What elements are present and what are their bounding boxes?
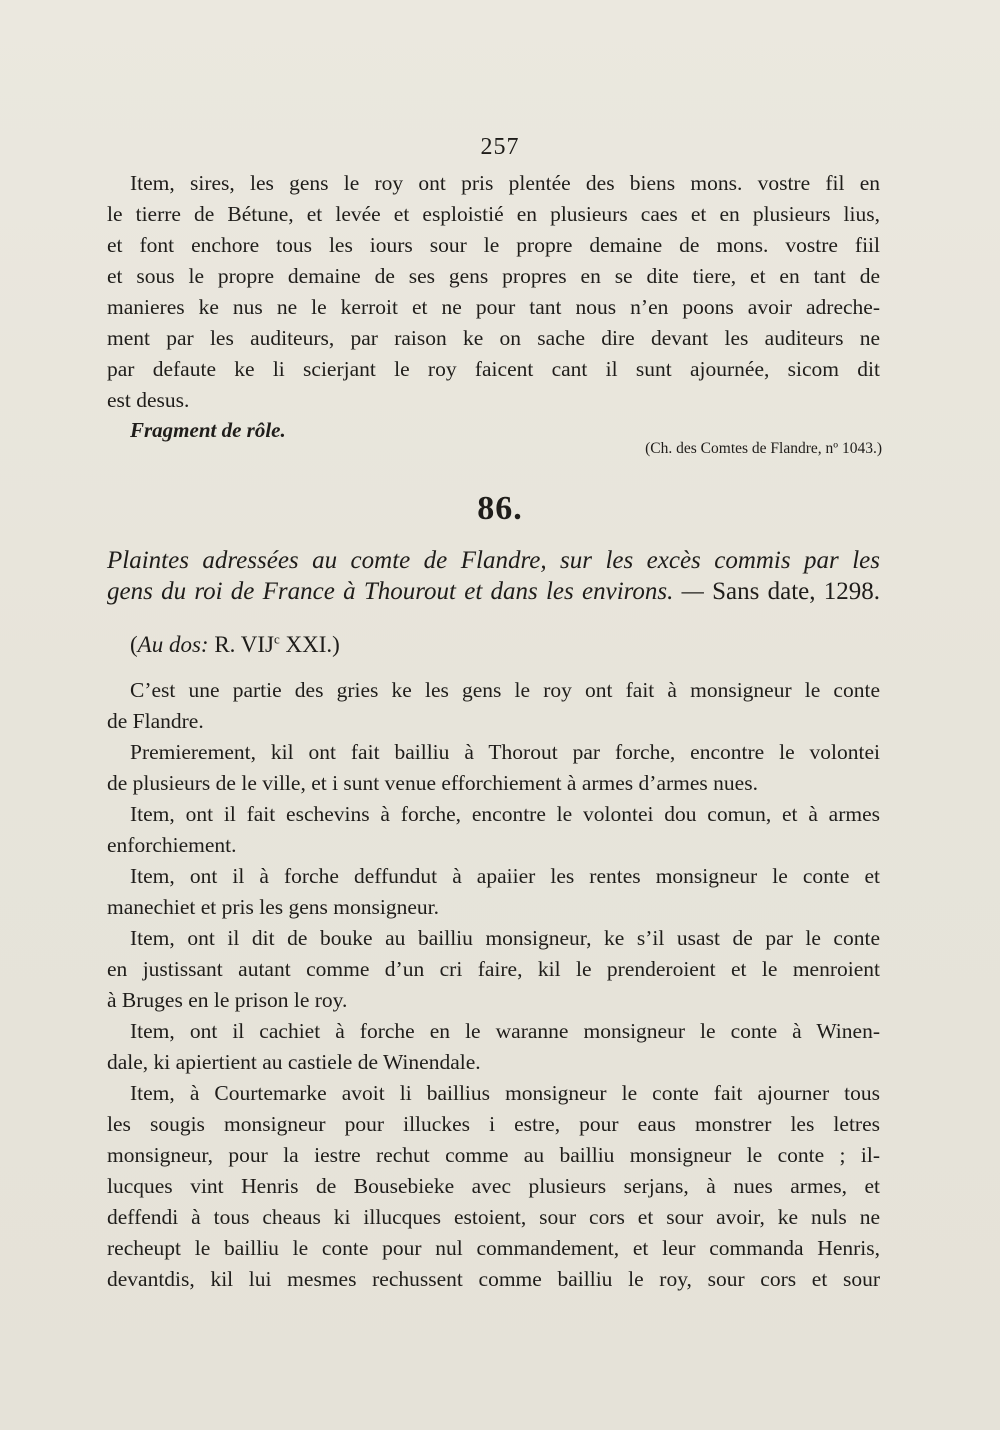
text-line: Item, ont il fait eschevins à forche, encontre le volontei dou comun, et à armes [130,802,880,826]
fragment-label: Fragment de rôle. [130,418,286,442]
dorsal-value: R. VIJ [214,632,274,657]
text-line: Item, ont il cachiet à forche en le waranne monsigneur le conte à Winen- [130,1019,880,1043]
text-line: en justissant autant comme d’un cri faire, kil le prenderoient et le menroient [107,957,880,981]
text-line: le tierre de Bétune, et levée et esploistié en plusieurs caes et en plusieurs lius, [107,202,880,226]
document-number: 86. [477,490,523,527]
text-line: de plusieurs de le ville, et i sunt venue efforchiement à armes d’armes nues. [107,771,758,795]
text-line: et font enchore tous les iours sour le propre demaine de mons. vostre fiil [107,233,880,257]
text-line: monsigneur, pour la iestre rechut comme au bailliu monsigneur le conte ; il- [107,1143,880,1167]
text-line: Item, sires, les gens le roy ont pris plentée des biens mons. vostre fil en [130,171,880,195]
source-reference: (Ch. des Comtes de Flandre, nº 1043.) [645,440,882,457]
text-line: manechiet et pris les gens monsigneur. [107,895,439,919]
text-line: par defaute ke li scierjant le roy faicent cant il sunt ajournée, sicom dit [107,357,880,381]
page-number: 257 [480,134,520,160]
text-line: est desus. [107,388,190,412]
text-line: manieres ke nus ne le kerroit et ne pour tant nous n’en poons avoir adreche- [107,295,880,319]
text-line: devantdis, kil lui mesmes rechussent comme bailliu le roy, sour cors et sour [107,1267,880,1291]
text-line: Item, ont il dit de bouke au bailliu monsigneur, ke s’il usast de par le conte [130,926,880,950]
text-line: de Flandre. [107,709,204,733]
dorsal-superscript: c [274,631,280,647]
text-line: deffendi à tous cheaus ki illucques estoient, sour cors et sour avoir, ke nuls ne [107,1205,880,1229]
text-line: enforchiement. [107,833,237,857]
dorsal-open-paren: ( [130,632,138,657]
text-line: dale, ki apiertient au castiele de Winendale. [107,1050,481,1074]
title-line: Plaintes adressées au comte de Flandre, sur les excès commis par les [107,547,880,574]
dorsal-note [130,632,340,658]
text-line: recheupt le bailliu le conte pour nul commandement, et leur commanda Henris, [107,1236,880,1260]
text-line: Premierement, kil ont fait bailliu à Thorout par forche, encontre le volontei [130,740,880,764]
text-line: à Bruges en le prison le roy. [107,988,348,1012]
dorsal-rest: XXI.) [279,632,340,657]
title-line-italic: gens du roi de France à Thourout et dans les environs. — [107,578,704,605]
text-line: Item, à Courtemarke avoit li baillius monsigneur le conte fait ajourner tous [130,1081,880,1105]
text-line: C’est une partie des gries ke les gens le roy ont fait à monsigneur le conte [130,678,880,702]
document-date: Sans date, 1298. [712,578,880,605]
dorsal-label: Au dos: [137,632,209,657]
text-line: ment par les auditeurs, par raison ke on sache dire devant les auditeurs ne [107,326,880,350]
text-line: les sougis monsigneur pour illuckes i estre, pour eaus monstrer les letres [107,1112,880,1136]
text-line: et sous le propre demaine de ses gens propres en se dite tiere, et en tant de [107,264,880,288]
title-line [107,577,880,607]
text-line: Item, ont il à forche deffundut à apaiier les rentes monsigneur le conte et [130,864,880,888]
text-line: lucques vint Henris de Bousebieke avec plusieurs serjans, à nues armes, et [107,1174,880,1198]
